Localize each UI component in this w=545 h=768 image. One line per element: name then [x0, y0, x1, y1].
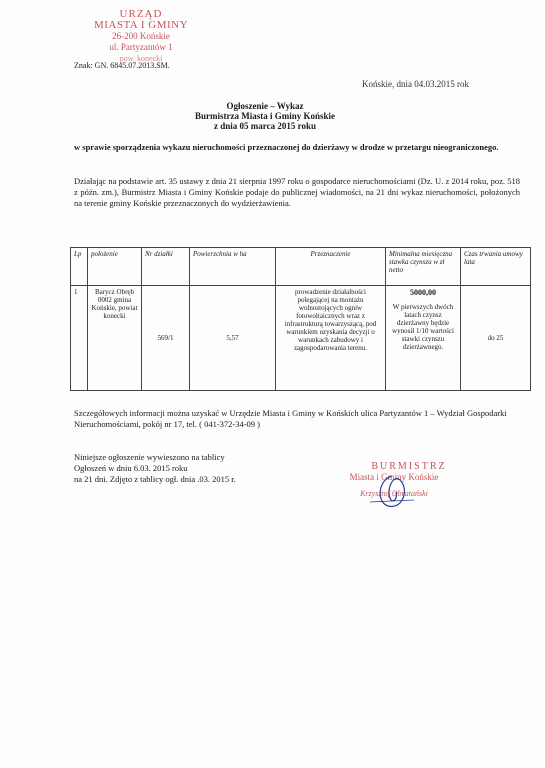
- col-location: położenie: [88, 248, 142, 286]
- subject-paragraph: w sprawie sporządzenia wykazu nieruchomości przeznaczonej do dzierżawy w drodze w przetargu nieograniczonego.: [74, 142, 499, 152]
- intro-paragraph: Działając na podstawie art. 35 ustawy z dnia 21 sierpnia 1997 roku o gospodarce nieruchomościami (Dz. U. z 2014 roku, poz. 518 z późn. zm.), Burmistrz Miasta i Gminy Końskie podaje do publicznej wiadomości, na 21 dni wykaz nieruchomości, położonych na terenie gminy Końskie przeznaczonych do wydzierżawienia.: [74, 176, 520, 208]
- reference-number: Znak: GN. 6845.07.2013.SM.: [74, 61, 170, 70]
- title-line-1: Ogłoszenie – Wykaz: [226, 101, 304, 111]
- cell-area: 5,57: [190, 286, 276, 391]
- cell-location: Barycz Obręb 0002 gmina Końskie, powiat konecki: [88, 286, 142, 391]
- details-paragraph: Szczegółowych informacji można uzyskać w Urzędzie Miasta i Gminy w Końskich ulica Partyzantów 1 – Wydział Gospodarki Nieruchomościami, pokój nr 17, tel. ( 041-372-34-09 ): [74, 408, 507, 429]
- col-purpose: Przeznaczenie: [276, 248, 386, 286]
- table-row: [71, 286, 531, 391]
- property-table: [70, 247, 531, 391]
- cell-lease-duration: do 25: [461, 286, 531, 391]
- table-header-row: [71, 248, 531, 286]
- office-stamp: URZĄD MIASTA I GMINY 26-200 Końskie ul. Partyzantów 1 pow. konecki: [93, 8, 189, 63]
- title-line-2: Burmistrza Miasta i Gminy Końskie: [195, 111, 335, 121]
- mayor-stamp: BURMISTRZ Miasta i Gminy Końskie Krzysztof Obratański: [349, 461, 447, 498]
- cell-plot-number: 569/1: [142, 286, 190, 391]
- col-plot-number: Nr działki: [142, 248, 190, 286]
- min-rent-note: W pierwszych dwóch latach czynsz dzierżawny będzie wynosił 1/10 wartości stawki czynszu dzierżawnego.: [392, 303, 454, 351]
- col-min-rent: Minimalna miesięczna stawka czynszu w zł netto: [386, 248, 461, 286]
- posting-notice: Niniejsze ogłoszenie wywieszono na tablicy Ogłoszeń w dniu 6.03. 2015 roku na 21 dni. Zdjęto z tablicy ogł. dnia .03. 2015 r.: [74, 452, 236, 484]
- cell-lp: 1: [71, 286, 88, 391]
- min-rent-value: 5000,00: [410, 288, 436, 297]
- place-and-date: Końskie, dnia 04.03.2015 rok: [362, 79, 469, 89]
- col-lp: Lp: [71, 248, 88, 286]
- cell-min-rent: [386, 286, 461, 391]
- col-lease-duration: Czas trwania umowy lata: [461, 248, 531, 286]
- signature-mark: [362, 472, 422, 512]
- col-area: Powierzchnia w ha: [190, 248, 276, 286]
- cell-purpose: prowadzenie działalności polegającej na montażu wolnostojących ogniw fotowoltaicznych wraz z infrastrukturą towarzyszącą, pod warunkiem uzyskania decyzji o warunkach zabudowy i zagospodarowania terenu.: [276, 286, 386, 391]
- title-line-3: z dnia 05 marca 2015 roku: [214, 121, 316, 131]
